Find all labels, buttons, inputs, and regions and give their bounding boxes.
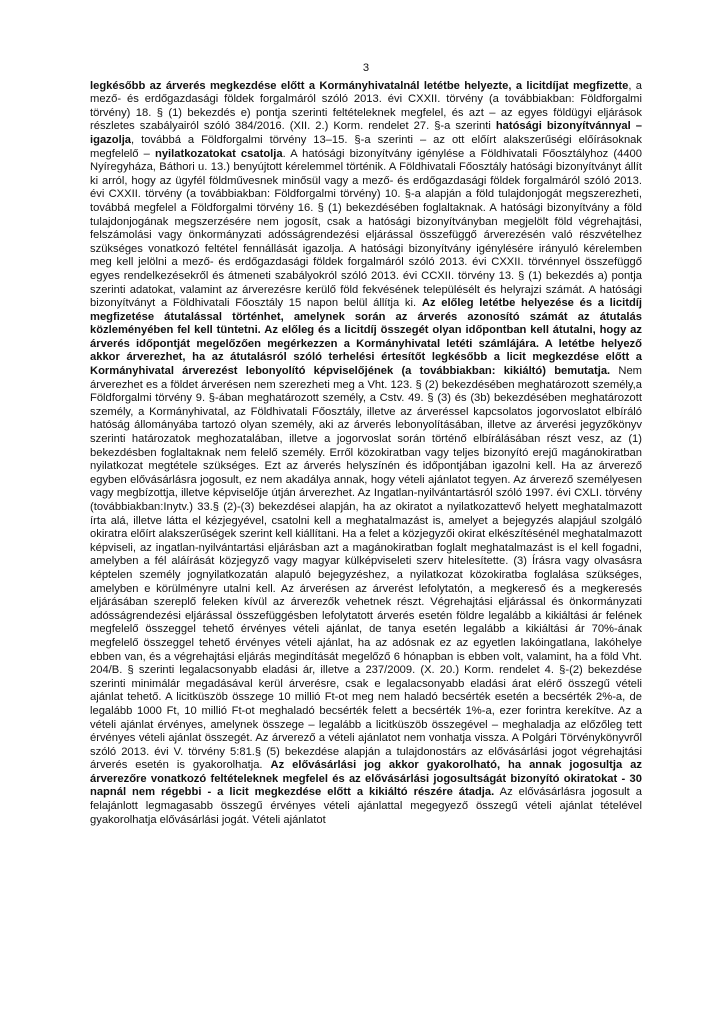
bold-text-run: Az elővásárlási jog akkor gyakorolható, ha annak jogosultja az árverezőre vonatkozó feltételeknek megfelel és az elővásárlási jogosultságát bizonyító okiratokat - 30 napnál nem régebbi - a licit megkezdése előtt a kikiáltó részére átadja.: [90, 759, 642, 799]
page-number: 3: [362, 62, 370, 74]
text-run: . A hatósági bizonyítvány igénylése a Földhivatali Főosztályhoz (4400 Nyíregyháza, Báthori u. 13.) benyújtott kérelemmel történik. A Földhivatali Főosztály hatósági bizonyítványt állít ki arról, hogy az ügyfél földművesnek minősül vagy a mező- és erdőgazdasági földek forgalmáról szóló 2013. évi CXXII. törvény (a továbbiakban: Földforgalmi törvény) 10. §-a alapján a föld tulajdonjogát megszerezheti, továbbá megfelel a Földforgalmi törvény 16. § (1) bekezdésében foglaltaknak. A hatósági bizonyítvány a föld tulajdonjogának megszerzésére nem jogosít, csak a hatósági bizonyítványban megjelölt föld végrehajtási, felszámolási vagy önkormányzati adósságrendezési eljárással összefüggő árverezésén való részvételhez szükséges vonatkozó feltétel fennállását igazolja. A hatósági bizonyítvány igénylésére irányuló kérelemben meg kell jelölni a mező- és erdőgazdasági földek forgalmáról szóló 2013. évi CXXII. törvénnyel összefüggő egyes rendelkezésekről és átmeneti szabályokról szóló 2013. évi CCXII. törvény 13. § (1) bekezdés a) pontja szerinti adatokat, valamint az árverezésre kerülő föld fekvésének településélt és helyrajzi számát. A hatósági bizonyítványt a Földhivatali Főosztály 15 napon belül állítja ki.: [90, 147, 642, 310]
text-run: Nem árverezhet es a földet árverésen nem szerezheti meg a Vht. 123. § (2) bekezdésében meghatározott személy,a Földforgalmi törvény 9. §-ában meghatározott személy, a Cstv. 49. § (3) és (3b) bekezdésében meghatározott személy, a Kormányhivatal, az Földhivatali Főosztály, illetve az árveréssel kapcsolatos jogorvoslatot elbíráló hatóság állományába tartozó olyan személy, aki az árverés lebonyolításában, illetve az árverési jegyzőkönyv szerinti határozatok meghozatalában, illetve a jogorvoslat során történő elbírálásában részt vesz, az (1) bekezdésben foglaltaknak nem felelő személy. Erről közokiratban vagy teljes bizonyító erejű magánokiratban nyilatkozat megtétele szükséges. Ezt az árverés helyszínén és időpontjában igazolni kell. Ha az árverező egyben elővásárlásra jogosult, ez nem akadálya annak, hogy vételi ajánlatot tegyen. Az árverező személyesen vagy megbízottja, illetve képviselője útján árverezhet. Az Ingatlan-nyilvántartásról szóló 1997. évi CXLI. törvény (továbbiakban:Inytv.) 33.§ (2)-(3) bekezdései alapján, ha az okiratot a nyilatkozattevő helyett meghatalmazott írta alá, illetve látta el kézjegyével, csatolni kell a meghatalmazást is, amelyet a bejegyzés alapjául szolgáló okiratra előírt alakszerűségek szerint kell kiállítani. Ha a felet a közjegyzői okirat elkészítésénél meghatalmazott képviseli, az ingatlan-nyilvántartási eljárásban azt a magánokiratban foglalt meghatalmazást is el kell fogadni, amelyben a fél aláírását közjegyző vagy magyar külképviseleti szerv hitelesítette. (3) Írásra vagy olvasásra képtelen személy jognyilatkozatán alapuló bejegyzéshez, a nyilatkozat közokiratba foglalása szükséges, amelyben e körülményre utalni kell. Az árverésen az árverést lefolytatón, a megkereső és a megkeresés eljárásában szereplő feleken kívül az árverezők vehetnek részt. Végrehajtási eljárással és önkormányzati adósságrendezési eljárással összefüggésben lefolytatott árverés esetén földre legalább a kikiáltási ár felének megfelelő összeggel tehető érvényes vételi ajánlat, de tanya esetén legalább a kikiáltási ár 70%-ának megfelelő összeggel tehető érvényes vételi ajánlat, ha az adósnak ez az egyetlen lakóingatlana, lakóhelye ebben van, és a végrehajtási eljárás megindítását megelőző 6 hónapban is ebben volt, valamint, ha a föld Vht. 204/B. § szerinti legalacsonyabb eladási ár, illetve a 237/2009. (X. 20.) Korm. rendelet 4. §-(2) bekezdése szerinti minimálár megadásával kerül árverésre, csak e legalacsonyabb eladási árat elérő összegű vételi ajánlat tehető. A licitküszöb összege 10 millió Ft-ot meg nem haladó becsérték esetén a becsérték 2%-a, de legalább 1000 Ft, 10 millió Ft-ot meghaladó becsérték felett a becsérték 1%-a, ezer forintra kerekítve. Az a vételi ajánlat érvényes, amelynek összege – legalább a licitküszöb összegével – meghaladja az előzőleg tett érvényes vételi ajánlat összegét. Az árverező a vételi ajánlatot nem vonhatja vissza. A Polgári Törvénykönyvről szóló 2013. évi V. törvény 5:81.§ (5) bekezdése alapján a tulajdonostárs az elővásárlási jogot végrehajtási árverés esetén is gyakorolhatja.: [90, 365, 643, 772]
bold-text-run: legkésőbb az árverés megkezdése előtt a Kormányhivatalnál letétbe helyezte, a licitdíjat megfizette: [90, 79, 629, 92]
bold-text-run: nyilatkozatokat csatolja: [154, 147, 283, 160]
bold-text-run: Az előleg letétbe helyezése és a licitdíj megfizetése átutalással történhet, amelynek során az árverés azonosító számát az átutalás közleményében fel kell tüntetni. Az előleg és a licitdíj összegét olyan időpontban kell átutalni, hogy az árverés időpontját megelőzően megérkezzen a Kormányhivatal letéti számlájára. A letétbe helyező akkor árverezhet, ha az átutalásról szóló terhelési értesítőt legkésőbb a licit megkezdése előtt a Kormányhivatal árverezést lebonyolító képviselőjének (a továbbiakban: kikiáltó) bemutatja.: [90, 297, 642, 378]
text-run: , továbbá a Földforgalmi törvény 13–15. §-a szerinti – az ott előírt alakszerűségi előírásoknak megfelelő –: [90, 133, 642, 160]
text-run: Az elővásárlásra jogosult a felajánlott legmagasabb összegű érvényes vételi ajánlattal megegyező összegű vételi ajánlat tételével gyakorolhatja elővásárlási jogát. Vételi ajánlatot: [90, 786, 642, 826]
document-page: [90, 62, 642, 827]
body-paragraph: [90, 80, 642, 828]
text-run: , a mező- és erdőgazdasági földek forgalmáról szóló 2013. évi CXXII. törvény (a továbbiakban: Földforgalmi törvény) 18. § (1) bekezdés e) pontja szerinti feltételeknek megfelel, és azt – az egyes földügyi eljárások részletes szabályairól szóló 384/2016. (XII. 2.) Korm. rendelet 27. §-a szerinti: [90, 79, 642, 133]
bold-text-run: hatósági bizonyítvánnyal – igazolja: [90, 120, 642, 146]
